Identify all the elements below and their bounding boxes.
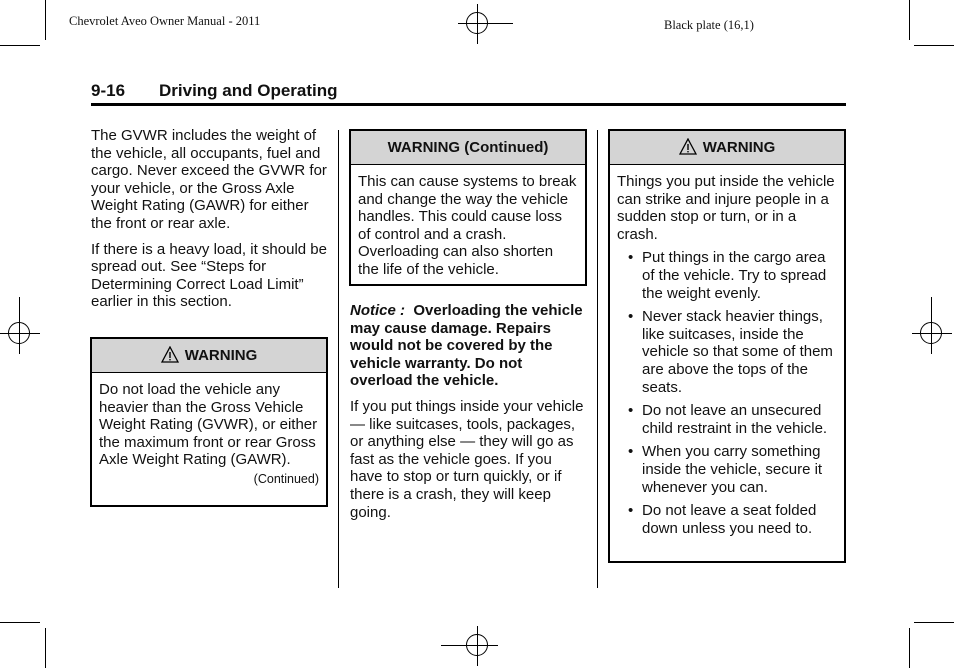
crop-mark — [45, 628, 46, 668]
warning-text: Do not load the vehicle any heavier than the Gross Vehicle Weight Rating (GVWR), or either the maximum front or rear Gross Axle Weight Rating (GAWR). — [99, 381, 318, 469]
slug-left: Chevrolet Aveo Owner Manual - 2011 — [69, 14, 261, 28]
section-title: Driving and Operating — [159, 81, 338, 100]
registration-mark-icon — [0, 314, 40, 354]
list-item: • When you carry something inside the vehicle, secure it whenever you can. — [617, 443, 837, 496]
crop-mark — [441, 645, 477, 646]
warning-title: WARNING (Continued) — [387, 139, 549, 156]
page-header — [91, 81, 846, 106]
slug-right: Black plate (16,1) — [664, 18, 754, 32]
warning-title: WARNING — [184, 347, 258, 364]
warning-triangle-icon — [161, 346, 179, 363]
paragraph: The GVWR includes the weight of the vehicle, all occupants, fuel and cargo. Never exceed the GVWR for your vehicle, or the Gross Axle Weight Rating (GAWR) for either the front or rear axle. — [91, 127, 327, 232]
paragraph: If there is a heavy load, it should be spread out. See “Steps for Determining Correct Load Limit” earlier in this section. — [91, 240, 327, 311]
registration-mark-icon — [458, 4, 498, 44]
notice — [350, 302, 584, 390]
warning-title: WARNING — [702, 139, 776, 156]
continued-label: (Continued) — [253, 471, 319, 486]
list-item: • Do not leave a seat folded down unless you need to. — [617, 502, 837, 537]
warning-triangle-icon — [679, 138, 697, 155]
warning-box — [608, 129, 846, 563]
column-divider — [597, 130, 598, 588]
registration-mark-icon — [912, 314, 952, 354]
crop-mark — [45, 0, 46, 40]
bullet-list — [617, 249, 837, 537]
list-item: • Do not leave an unsecured child restraint in the vehicle. — [617, 402, 837, 437]
crop-mark — [909, 0, 910, 40]
crop-mark — [914, 622, 954, 623]
notice-text: Overloading the vehicle may cause damage. Repairs would not be covered by the vehicle warranty. Do not overload the vehicle. — [350, 302, 583, 390]
list-item: • Put things in the cargo area of the vehicle. Try to spread the weight evenly. — [617, 249, 837, 302]
warning-body — [92, 373, 326, 489]
warning-box — [90, 337, 328, 507]
page-number: 9-16 — [91, 81, 126, 100]
crop-mark — [931, 297, 932, 333]
warning-intro: Things you put inside the vehicle can strike and injure people in a sudden stop or turn, or in a crash. — [617, 173, 835, 243]
column-divider — [338, 130, 339, 588]
column-2 — [350, 302, 584, 529]
paragraph: If you put things inside your vehicle — like suitcases, tools, packages, or anything else — they will go as fast as the vehicle goes. If you have to stop or turn quickly, or if there is a crash, they will keep going. — [350, 397, 584, 521]
column-1 — [91, 127, 331, 319]
crop-mark — [0, 622, 40, 623]
warning-body — [351, 165, 585, 279]
warning-body — [610, 165, 844, 537]
crop-mark — [0, 45, 40, 46]
warning-text: This can cause systems to break and change the way the vehicle handles. This could cause loss of control and a crash. Overloading can also shorten the life of the vehicle. — [358, 173, 577, 278]
notice-label: Notice : — [350, 302, 406, 319]
crop-mark — [19, 297, 20, 333]
warning-header — [92, 339, 326, 373]
list-item: • Never stack heavier things, like suitcases, inside the vehicle so that some of them are above the tops of the seats. — [617, 308, 837, 396]
registration-mark-icon — [458, 626, 498, 666]
crop-mark — [909, 628, 910, 668]
warning-header — [610, 131, 844, 165]
warning-box-continued — [349, 129, 587, 286]
crop-mark — [914, 45, 954, 46]
warning-header — [351, 131, 585, 165]
crop-mark — [477, 23, 513, 24]
